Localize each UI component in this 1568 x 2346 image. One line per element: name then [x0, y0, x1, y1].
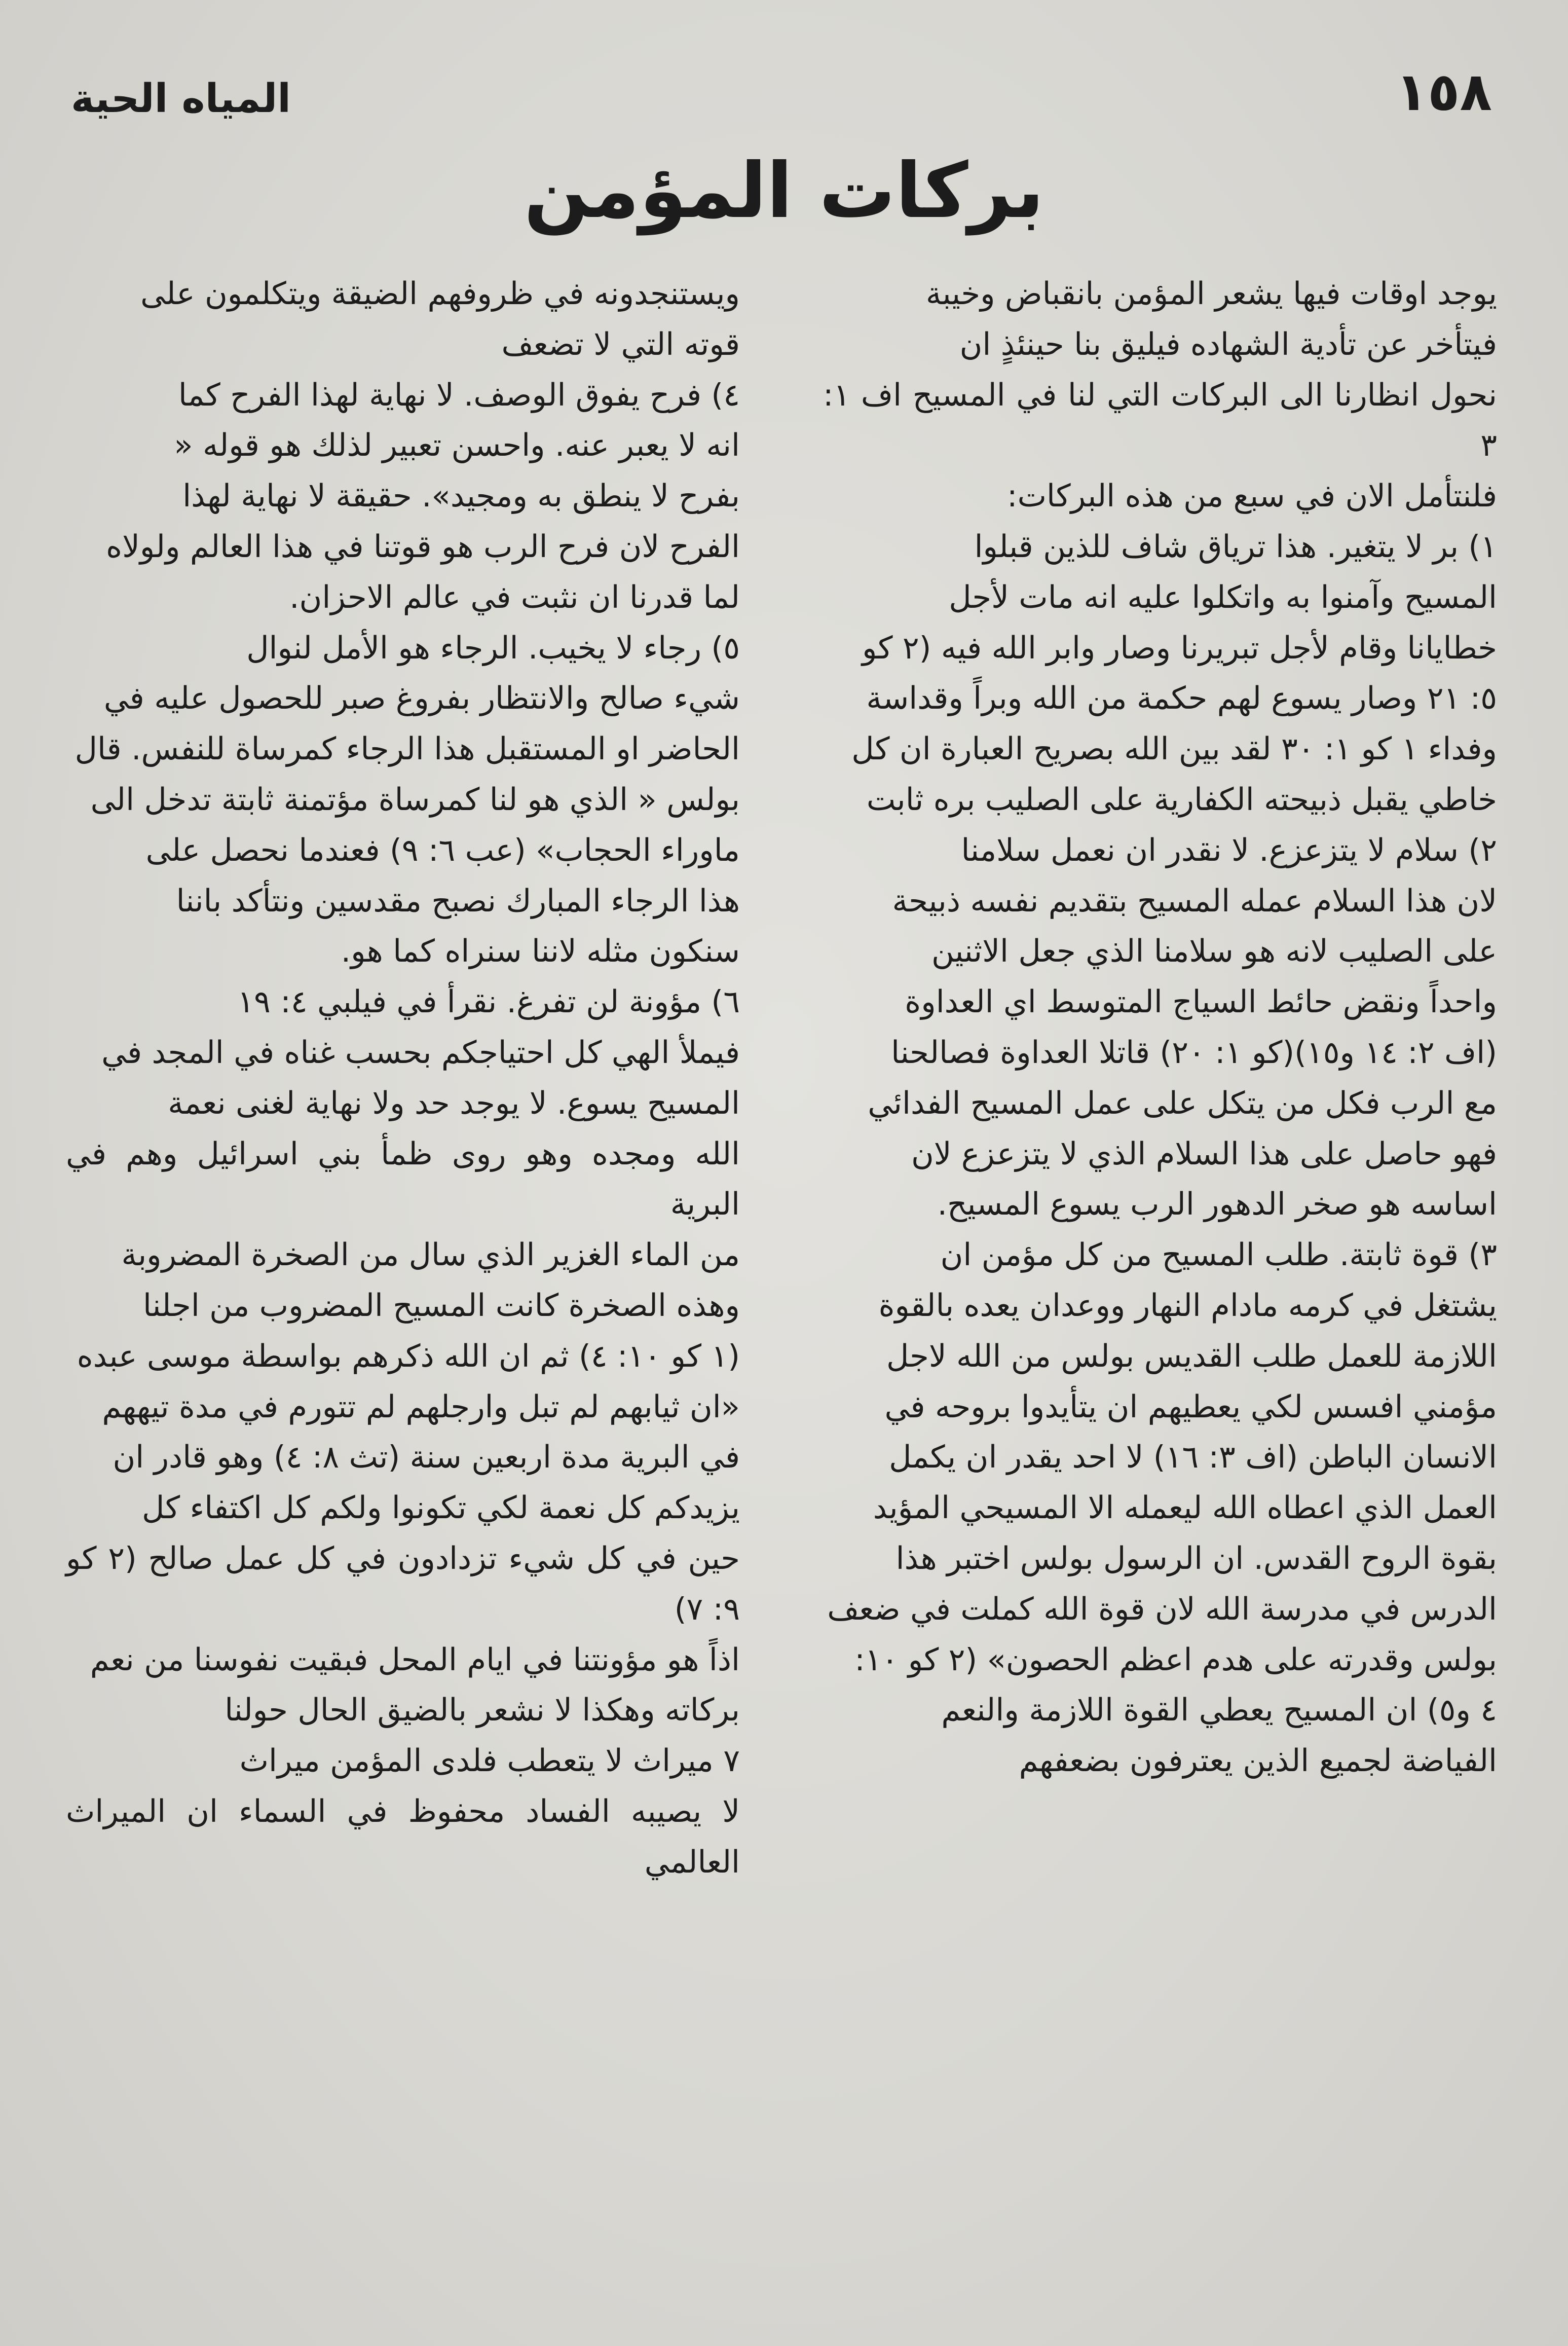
text-line: فيتأخر عن تأدية الشهاده فيليق بنا حينئذٍ ان: [959, 326, 1497, 362]
text-line: ٤ و٥) ان المسيح يعطي القوة اللازمة والنعم: [941, 1692, 1497, 1729]
text-line: اللازمة للعمل طلب القديس بولس من الله لاجل: [886, 1338, 1497, 1374]
text-line: يشتغل في كرمه مادام النهار ووعدان يعده بالقوة: [878, 1287, 1497, 1324]
text-line: وفداء ١ كو ١: ٣٠ لقد بين الله بصريح العبارة ان كل: [851, 731, 1497, 767]
text-line: ٤) فرح يفوق الوصف. لا نهاية لهذا الفرح كما: [178, 377, 740, 413]
text-line: (١ كو ١٠: ٤) ثم ان الله ذكرهم بواسطة موسى عبده: [77, 1338, 740, 1374]
text-line: الله ومجده وهو روى ظمأ بني اسرائيل وهم في البرية: [66, 1135, 740, 1223]
text-line: ٦) مؤونة لن تفرغ. نقرأ في فيلبي ٤: ١٩: [237, 984, 740, 1020]
text-line: ٧ ميراث لا يتعطب فلدى المؤمن ميراث: [239, 1743, 740, 1779]
text-line: يوجد اوقات فيها يشعر المؤمن بانقباض وخيبة: [925, 276, 1497, 312]
text-line: من الماء الغزير الذي سال من الصخرة المضروبة: [121, 1237, 740, 1273]
article-title: بركات المؤمن: [524, 147, 1044, 235]
text-line: خاطي يقبل ذبيحته الكفارية على الصليب بره ثابت: [866, 781, 1497, 818]
text-line: انه لا يعبر عنه. واحسن تعبير لذلك هو قوله «: [174, 427, 740, 464]
text-line: ٥) رجاء لا يخيب. الرجاء هو الأمل لنوال: [246, 630, 740, 666]
text-line: الفرح لان فرح الرب هو قوتنا في هذا العالم ولولاه: [106, 528, 740, 565]
text-line: ٣) قوة ثابتة. طلب المسيح من كل مؤمن ان: [940, 1237, 1497, 1273]
page-number: ١٥٨: [1395, 61, 1492, 123]
text-line: ٢) سلام لا يتزعزع. لا نقدر ان نعمل سلامنا: [961, 832, 1497, 868]
text-line: اساسه هو صخر الدهور الرب يسوع المسيح.: [937, 1186, 1497, 1223]
text-line: قوته التي لا تضعف: [501, 326, 740, 362]
text-line: مع الرب فكل من يتكل على عمل المسيح الفدائي: [868, 1085, 1497, 1121]
text-line: لما قدرنا ان نثبت في عالم الاحزان.: [289, 579, 740, 615]
text-line: ويستنجدونه في ظروفهم الضيقة ويتكلمون على: [140, 276, 740, 312]
left-column: [66, 269, 740, 1888]
text-line: هذا الرجاء المبارك نصبح مقدسين ونتأكد باننا: [176, 883, 740, 919]
text-line: فيملأ الهي كل احتياجكم بحسب غناه في المجد في: [101, 1034, 740, 1071]
magazine-name: المياه الحية: [71, 76, 291, 122]
text-line: لان هذا السلام عمله المسيح بتقديم نفسه ذبيحة: [892, 883, 1497, 919]
text-line: الحاضر او المستقبل هذا الرجاء كمرساة للنفس. قال: [74, 731, 740, 767]
text-line: اذاً هو مؤونتنا في ايام المحل فبقيت نفوسنا من نعم: [90, 1641, 740, 1678]
text-line: ٥: ٢١ وصار يسوع لهم حكمة من الله وبراً وقداسة: [866, 680, 1497, 717]
text-line: يزيدكم كل نعمة لكي تكونوا ولكم كل اكتفاء كل: [141, 1490, 740, 1526]
text-line: على الصليب لانه هو سلامنا الذي جعل الاثنين: [931, 933, 1497, 970]
text-line: الدرس في مدرسة الله لان قوة الله كملت في ضعف: [827, 1591, 1497, 1627]
text-line: فهو حاصل على هذا السلام الذي لا يتزعزع لان: [911, 1135, 1497, 1172]
text-line: بركاته وهكذا لا نشعر بالضيق الحال حولنا: [225, 1692, 740, 1729]
text-line: وهذه الصخرة كانت المسيح المضروب من اجلنا: [142, 1287, 740, 1324]
text-line: فلنتأمل الان في سبع من هذه البركات:: [1007, 478, 1497, 515]
text-line: الانسان الباطن (اف ٣: ١٦) لا احد يقدر ان يكمل: [889, 1439, 1497, 1476]
right-column: [823, 269, 1497, 1786]
text-line: بقوة الروح القدس. ان الرسول بولس اختبر هذا: [895, 1540, 1497, 1577]
text-line: حين في كل شيء تزدادون في كل عمل صالح (٢ كو ٩: ٧): [66, 1540, 740, 1627]
text-line: ١) بر لا يتغير. هذا ترياق شاف للذين قبلوا: [974, 528, 1497, 565]
text-line: شيء صالح والانتظار بفروغ صبر للحصول عليه في: [103, 680, 740, 717]
text-line: لا يصيبه الفساد محفوظ في السماء ان الميراث العالمي: [66, 1793, 740, 1880]
text-line: نحول انظارنا الى البركات التي لنا في المسيح اف ١: ٣: [823, 377, 1497, 464]
text-line: بفرح لا ينطق به ومجيد». حقيقة لا نهاية لهذا: [182, 478, 740, 515]
text-line: «ان ثيابهم لم تبل وارجلهم لم تتورم في مدة تيههم: [102, 1388, 740, 1425]
text-line: سنكون مثله لاننا سنراه كما هو.: [341, 933, 740, 970]
text-line: بولس « الذي هو لنا كمرساة مؤتمنة ثابتة تدخل الى: [90, 781, 740, 818]
text-line: الفياضة لجميع الذين يعترفون بضعفهم: [1019, 1743, 1497, 1779]
text-line: مؤمني افسس لكي يعطيهم ان يتأيدوا بروحه في: [884, 1388, 1497, 1425]
text-line: (اف ٢: ١٤ و١٥)(كو ١: ٢٠) قاتلا العداوة فصالحنا: [891, 1034, 1497, 1071]
text-line: واحداً ونقض حائط السياج المتوسط اي العداوة: [905, 984, 1497, 1020]
text-line: بولس وقدرته على هدم اعظم الحصون» (٢ كو ١٠:: [854, 1641, 1497, 1678]
text-line: المسيح يسوع. لا يوجد حد ولا نهاية لغنى نعمة: [168, 1085, 740, 1121]
text-line: في البرية مدة اربعين سنة (تث ٨: ٤) وهو قادر ان: [113, 1439, 740, 1476]
text-line: ماوراء الحجاب» (عب ٦: ٩) فعندما نحصل على: [145, 832, 740, 868]
text-line: العمل الذي اعطاه الله ليعمله الا المسيحي المؤيد: [873, 1490, 1497, 1526]
text-line: خطايانا وقام لأجل تبريرنا وصار وابر الله فيه (٢ كو: [862, 630, 1497, 666]
text-line: المسيح وآمنوا به واتكلوا عليه انه مات لأجل: [949, 579, 1497, 615]
